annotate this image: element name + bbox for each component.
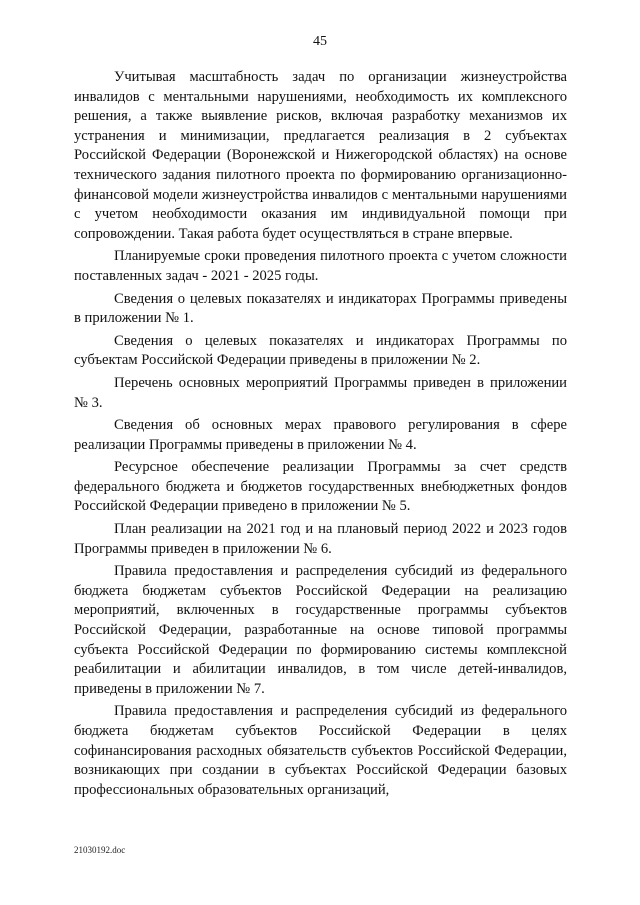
paragraph: Правила предоставления и распределения субсидий из федерального бюджета бюджетам субъектов Российской Федерации в целях софинансирования расходных обязательств субъектов Российской Федерации, возникающих при создании в субъектах Российской Федерации базовых профессиональных образовательных организаций, — [74, 703, 567, 798]
paragraph: Сведения об основных мерах правового регулирования в сфере реализации Программы приведены в приложении № 4. — [74, 417, 567, 453]
paragraph: Сведения о целевых показателях и индикаторах Программы приведены в приложении № 1. — [74, 290, 567, 327]
paragraph: Ресурсное обеспечение реализации Программы за счет средств федерального бюджета и бюджетов государственных внебюджетных фондов Российской Федерации приведено в приложении № 5. — [74, 459, 567, 515]
paragraph: План реализации на 2021 год и на плановый период 2022 и 2023 годов Программы приведен в приложении № 6. — [74, 521, 567, 557]
paragraph: Перечень основных мероприятий Программы приведен в приложении № 3. — [74, 374, 567, 411]
paragraph: Планируемые сроки проведения пилотного проекта с учетом сложности поставленных задач - 2021 - 2025 годы. — [74, 248, 567, 284]
file-name-footer: 21030192.doc — [74, 845, 126, 855]
paragraph: Правила предоставления и распределения субсидий из федерального бюджета бюджетам субъектов Российской Федерации на реализацию мероприятий, включенных в государственные программы субъектов Российской Федерации, разработанные на основе типовой программы субъекта Российской Федерации по формированию системы комплексной реабилитации и абилитации инвалидов, в том числе детей-инвалидов, приведены в приложении № 7. — [74, 563, 567, 697]
page-number: 45 — [313, 34, 327, 49]
paragraph: Сведения о целевых показателях и индикаторах Программы по субъектам Российской Федерации приведены в приложении № 2. — [74, 332, 567, 369]
document-body — [74, 68, 567, 800]
paragraph: Учитывая масштабность задач по организации жизнеустройства инвалидов с ментальными нарушениями, необходимость их комплексного решения, а также выявление рисков, включая разработку механизмов их устранения и минимизации, предлагается реализация в 2 субъектах Российской Федерации (Воронежской и Нижегородской областях) на основе технического задания пилотного проекта по формированию организационно-финансовой модели жизнеустройства инвалидов с ментальными нарушениями с учетом необходимости оказания им индивидуальной помощи при сопровождении. Такая работа будет осуществляться в стране впервые. — [74, 69, 567, 242]
